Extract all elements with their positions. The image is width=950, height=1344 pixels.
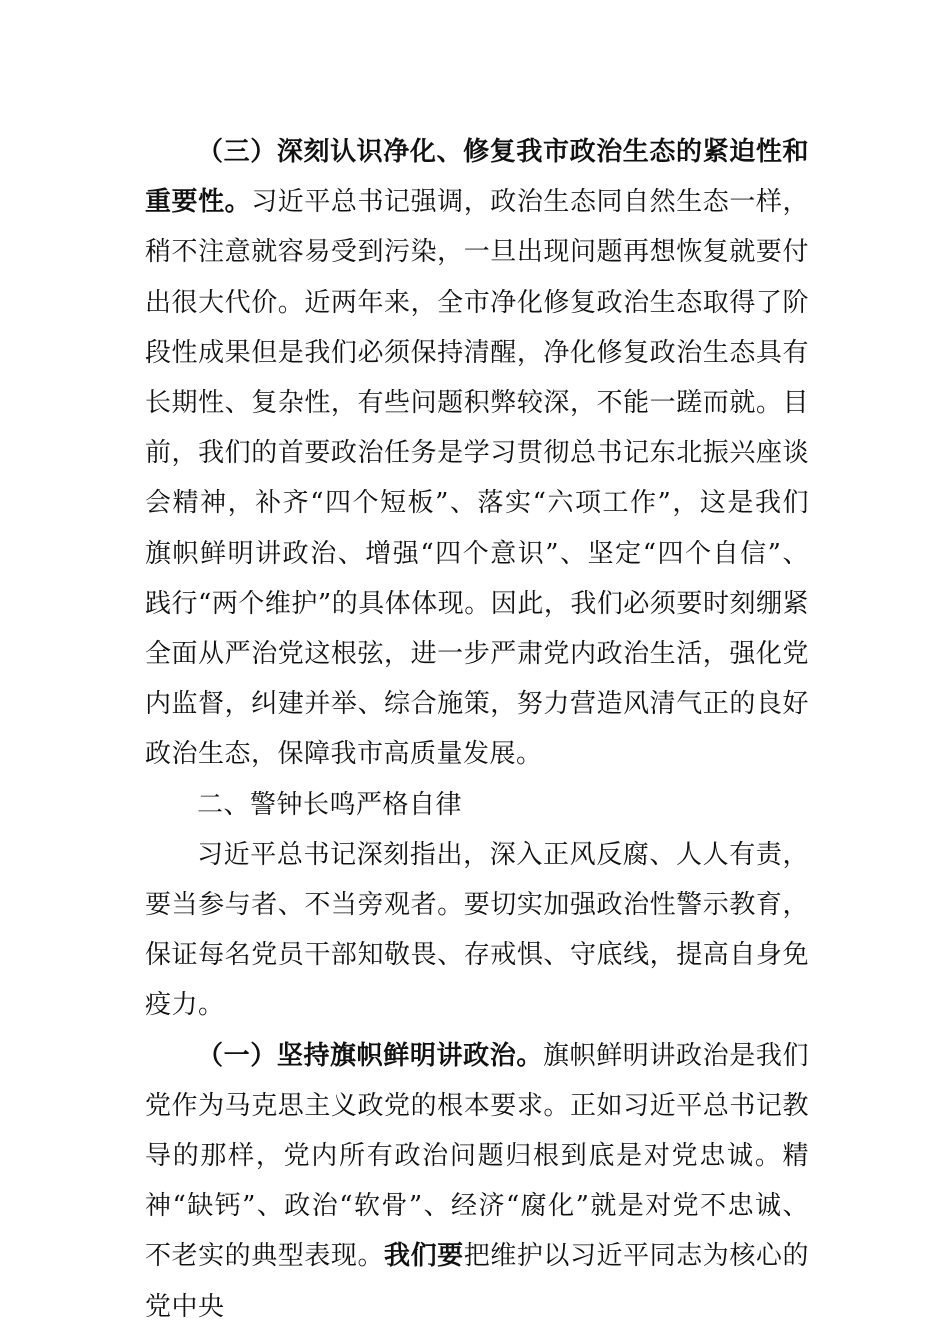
paragraph-chapter-2-intro: 习近平总书记深刻指出，深入正风反腐、人人有责，要当参与者、不当旁观者。要切实加强政治性警示教育，保证每名党员干部知敬畏、存戒惧、守底线，提高自身免疫力。 <box>145 839 809 1021</box>
chapter-2-heading: 二、警钟长鸣严格自律 <box>197 789 463 820</box>
paragraph-subsection-1 <box>145 1031 809 1332</box>
subsection-1-text-a: 旗帜鲜明讲政治是我们党作为马克思主义政党的根本要求。正如习近平总书记教导的那样，党内所有政治问题归根到底是对党忠诚。精神“缺钙”、政治“软骨”、经济“腐化”就是对党不忠诚、不老实的典型表现。 <box>145 1040 809 1272</box>
section-3-title: （三）深刻认识净化、修复我市政治生态的紧迫性和重要性。 <box>145 137 809 218</box>
document-body <box>145 127 809 1332</box>
section-3-text: 习近平总书记强调，政治生态同自然生态一样，稍不注意就容易受到污染，一旦出现问题再想恢复就要付出很大代价。近两年来，全市净化修复政治生态取得了阶段性成果但是我们必须保持清醒，净化修复政治生态具有长期性、复杂性，有些问题积弊较深，不能一蹉而就。目前，我们的首要政治任务是学习贯彻总书记东北振兴座谈会精神，补齐“四个短板”、落实“六项工作”，这是我们旗帜鲜明讲政治、增强“四个意识”、坚定“四个自信”、践行“两个维护”的具体体现。因此，我们必须要时刻绷紧全面从严治党这根弦，进一步严肃党内政治生活，强化党内监督，纠建并举、综合施策，努力营造风清气正的良好政治生态，保障我市高质量发展。 <box>145 187 809 770</box>
subsection-1-text-b: 把维护以习近平同志为核心的党中央 <box>145 1241 809 1322</box>
paragraph-section-3 <box>145 127 809 780</box>
subsection-1-title: （一）坚持旗帜鲜明讲政治。 <box>197 1040 543 1071</box>
subsection-1-emphasis: 我们要 <box>384 1241 464 1272</box>
